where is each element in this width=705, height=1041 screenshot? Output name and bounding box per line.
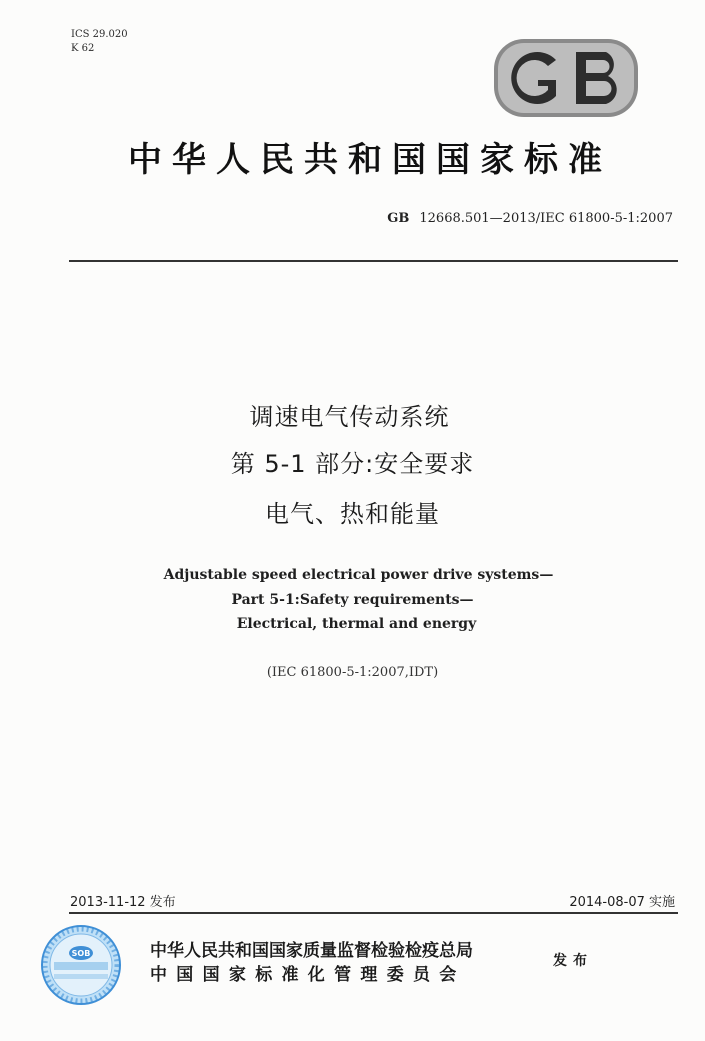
cn-title-line1: 调速电气传动系统 [249, 403, 450, 431]
standard-number [387, 211, 673, 226]
publish-label: 发布 [553, 953, 593, 969]
top-divider [69, 260, 678, 262]
bottom-divider [69, 912, 678, 914]
standard-code: 12668.501—2013/IEC 61800-5-1:2007 [419, 211, 673, 226]
ccs-code: K 62 [71, 43, 95, 54]
gb-logo [492, 36, 640, 120]
en-title-line1: Adjustable speed electrical power drive systems— [163, 567, 554, 583]
adoption-statement: (IEC 61800-5-1:2007,IDT) [266, 665, 439, 680]
en-title-line2: Part 5-1:Safety requirements— [231, 592, 474, 608]
en-title-line3: Electrical, thermal and energy [236, 616, 477, 632]
publisher-sac: 中国国家标准化管理委员会 [150, 965, 466, 985]
standard-prefix: GB [387, 211, 410, 226]
anti-counterfeit-seal-icon [40, 924, 122, 1006]
seal-text: SOB [71, 949, 91, 958]
cn-title-line3: 电气、热和能量 [265, 500, 440, 528]
ics-code: ICS 29.020 [71, 29, 128, 40]
issue-date: 2013-11-12 发布 [70, 895, 176, 910]
classification-codes [71, 28, 128, 56]
national-standard-title: 中华人民共和国国家标准 [128, 140, 612, 180]
publisher-aqsiq: 中华人民共和国国家质量监督检验检疫总局 [150, 941, 473, 961]
cn-title-line2: 第 5-1 部分:安全要求 [230, 450, 475, 478]
implementation-date: 2014-08-07 实施 [569, 895, 675, 910]
